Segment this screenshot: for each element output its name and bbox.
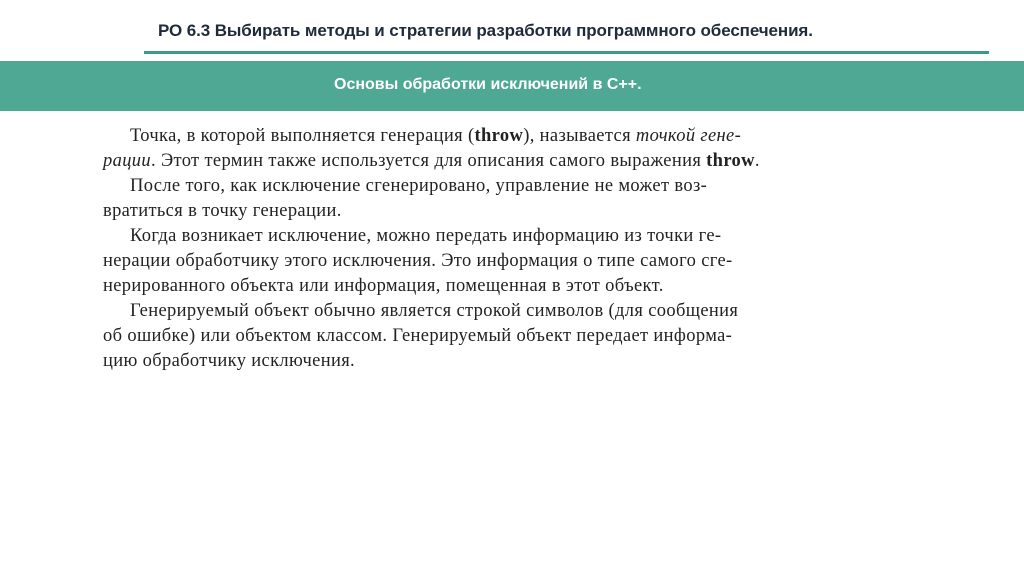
- paragraph-line: вратиться в точку генерации.: [103, 201, 342, 221]
- paragraph-line: об ошибке) или объектом классом. Генерируемый объект передает информа-: [103, 326, 733, 346]
- paragraph-line: [130, 126, 741, 146]
- keyword-throw: throw: [474, 126, 524, 146]
- text-segment: Точка, в которой выполняется генерация (: [130, 126, 475, 146]
- paragraph-line: После того, как исключение сгенерировано, управление не может воз-: [130, 176, 708, 196]
- text-segment: .: [754, 151, 760, 171]
- paragraph-line: Генерируемый объект обычно является строкой символов (для сообщения: [130, 301, 739, 321]
- slide-title: РО 6.3 Выбирать методы и стратегии разработки программного обеспечения.: [158, 21, 813, 40]
- paragraph-line: [103, 151, 760, 171]
- keyword-throw: throw: [706, 151, 755, 171]
- text-segment: ), называется: [523, 126, 636, 146]
- section-banner: [0, 61, 1024, 111]
- term-italic: точкой гене-: [635, 126, 742, 146]
- term-italic: рации: [103, 151, 151, 171]
- text-segment: . Этот термин также используется для описания самого выражения: [151, 151, 707, 171]
- section-title: Основы обработки исключений в С++.: [334, 76, 642, 93]
- title-divider: [144, 51, 989, 54]
- scanned-text-block: [100, 120, 970, 380]
- paragraph-line: нерированного объекта или информация, помещенная в этот объект.: [103, 276, 664, 296]
- paragraph-line: цию обработчику исключения.: [103, 351, 356, 371]
- paragraph-line: нерации обработчику этого исключения. Это информация о типе самого сге-: [103, 251, 733, 271]
- paragraph-line: Когда возникает исключение, можно передать информацию из точки ге-: [130, 226, 722, 246]
